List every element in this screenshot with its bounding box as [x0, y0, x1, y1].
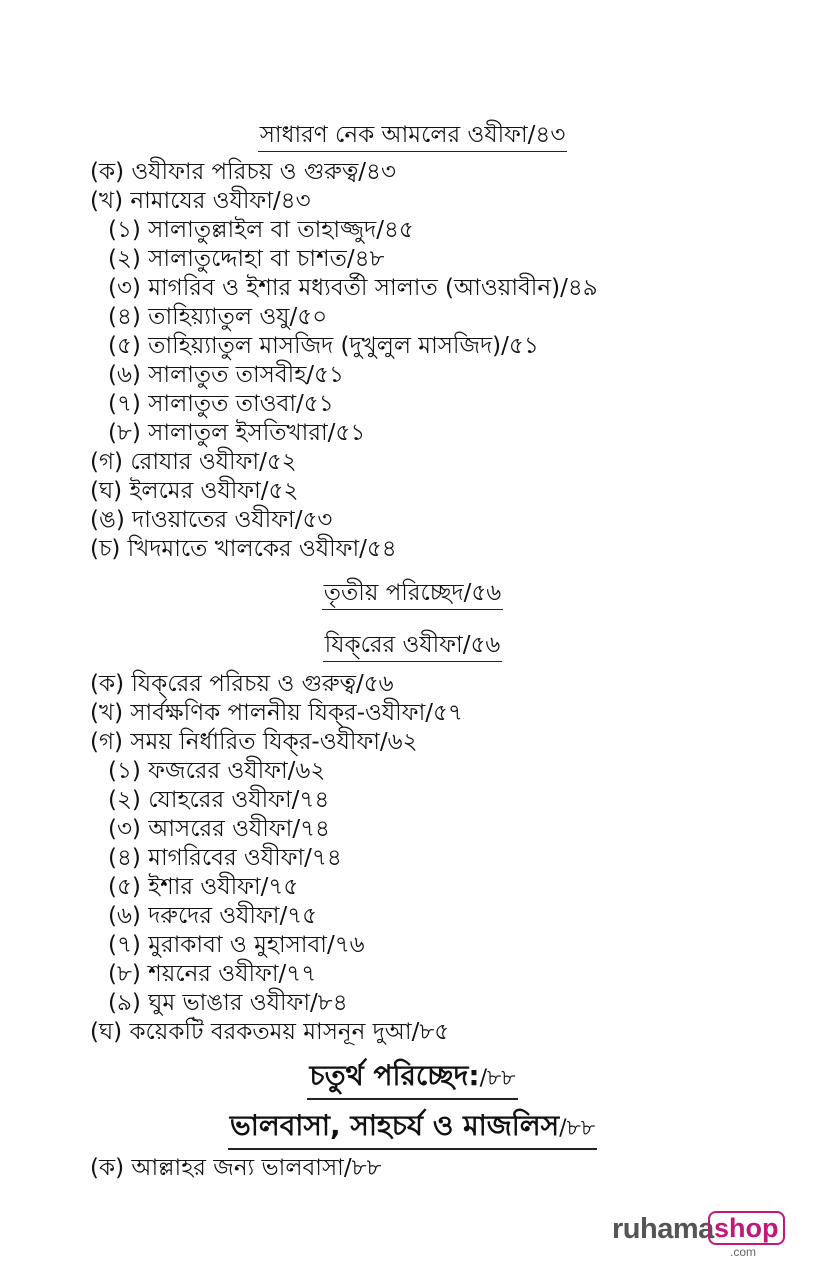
toc-subentry: (৩) মাগরিব ও ইশার মধ্যবর্তী সালাত (আওয়াবীন)/৪৯ [108, 275, 598, 301]
toc-subentry: (২) সালাতুদ্দোহা বা চাশত/৪৮ [108, 246, 385, 272]
toc-entry: (খ) সার্বক্ষণিক পালনীয় যিক্‌র-ওযীফা/৫৭ [90, 700, 463, 726]
toc-entry: (ঘ) কয়েকটি বরকতময় মাসনূন দুআ/৮৫ [90, 1019, 450, 1045]
toc-entry: (ক) ওযীফার পরিচয় ও গুরুত্ব/৪৩ [90, 159, 396, 185]
toc-subentry: (২) যোহরের ওযীফা/৭৪ [108, 787, 330, 813]
toc-entry: (ঘ) ইলমের ওযীফা/৫২ [90, 478, 299, 504]
toc-subentry: (৫) তাহিয়্যাতুল মাসজিদ (দুখুলুল মাসজিদ)/৫১ [108, 333, 539, 359]
toc-entry: (ক) যিক্‌রের পরিচয় ও গুরুত্ব/৫৬ [90, 671, 394, 697]
section-heading-general-deeds: সাধারণ নেক আমলের ওযীফা/৪৩ [0, 120, 825, 152]
toc-subentry: (৭) সালাতুত তাওবা/৫১ [108, 391, 334, 417]
toc-subentry: (৬) দরুদের ওযীফা/৭৫ [108, 903, 318, 929]
toc-subentry: (৪) তাহিয়্যাতুল ওযু/৫০ [108, 304, 328, 330]
toc-subentry: (১) ফজরের ওযীফা/৬২ [108, 758, 326, 784]
chapter-four-heading: চতুর্থ পরিচ্ছেদ:/৮৮ [0, 1058, 825, 1100]
ruhamashop-watermark [612, 1207, 782, 1257]
toc-entry: (ঙ) দাওয়াতের ওযীফা/৫৩ [90, 507, 333, 533]
toc-subentry: (৮) শয়নের ওযীফা/৭৭ [108, 961, 317, 987]
toc-subentry: (৬) সালাতুত তাসবীহ/৫১ [108, 362, 344, 388]
toc-subentry: (৭) মুরাকাবা ও মুহাসাবা/৭৬ [108, 932, 365, 958]
section-heading-dhikr: যিক্‌রের ওযীফা/৫৬ [0, 630, 825, 662]
toc-entry: (গ) সময় নির্ধারিত যিক্‌র-ওযীফা/৬২ [90, 729, 418, 755]
watermark-shop-badge: shop [708, 1211, 785, 1245]
toc-entry: (গ) রোযার ওযীফা/৫২ [90, 449, 297, 475]
toc-subentry: (৩) আসরের ওযীফা/৭৪ [108, 816, 330, 842]
toc-entry: (খ) নামাযের ওযীফা/৪৩ [90, 188, 311, 214]
toc-subentry: (৮) সালাতুল ইসতিখারা/৫১ [108, 420, 366, 446]
toc-subentry: (১) সালাতুল্লাইল বা তাহাজ্জুদ/৪৫ [108, 217, 414, 243]
toc-entry: (চ) খিদমাতে খালকের ওযীফা/৫৪ [90, 536, 397, 562]
chapter-three-heading: তৃতীয় পরিচ্ছেদ/৫৬ [0, 578, 825, 610]
watermark-name: ruhama [612, 1213, 714, 1245]
section-heading-love-companionship: ভালবাসা, সাহচর্য ও মাজলিস/৮৮ [0, 1108, 825, 1150]
toc-entry: (ক) আল্লাহর জন্য ভালবাসা/৮৮ [90, 1155, 382, 1181]
toc-subentry: (৪) মাগরিবের ওযীফা/৭৪ [108, 845, 342, 871]
watermark-domain: .com [730, 1245, 757, 1259]
toc-subentry: (৫) ইশার ওযীফা/৭৫ [108, 874, 299, 900]
toc-subentry: (৯) ঘুম ভাঙার ওযীফা/৮৪ [108, 990, 348, 1016]
